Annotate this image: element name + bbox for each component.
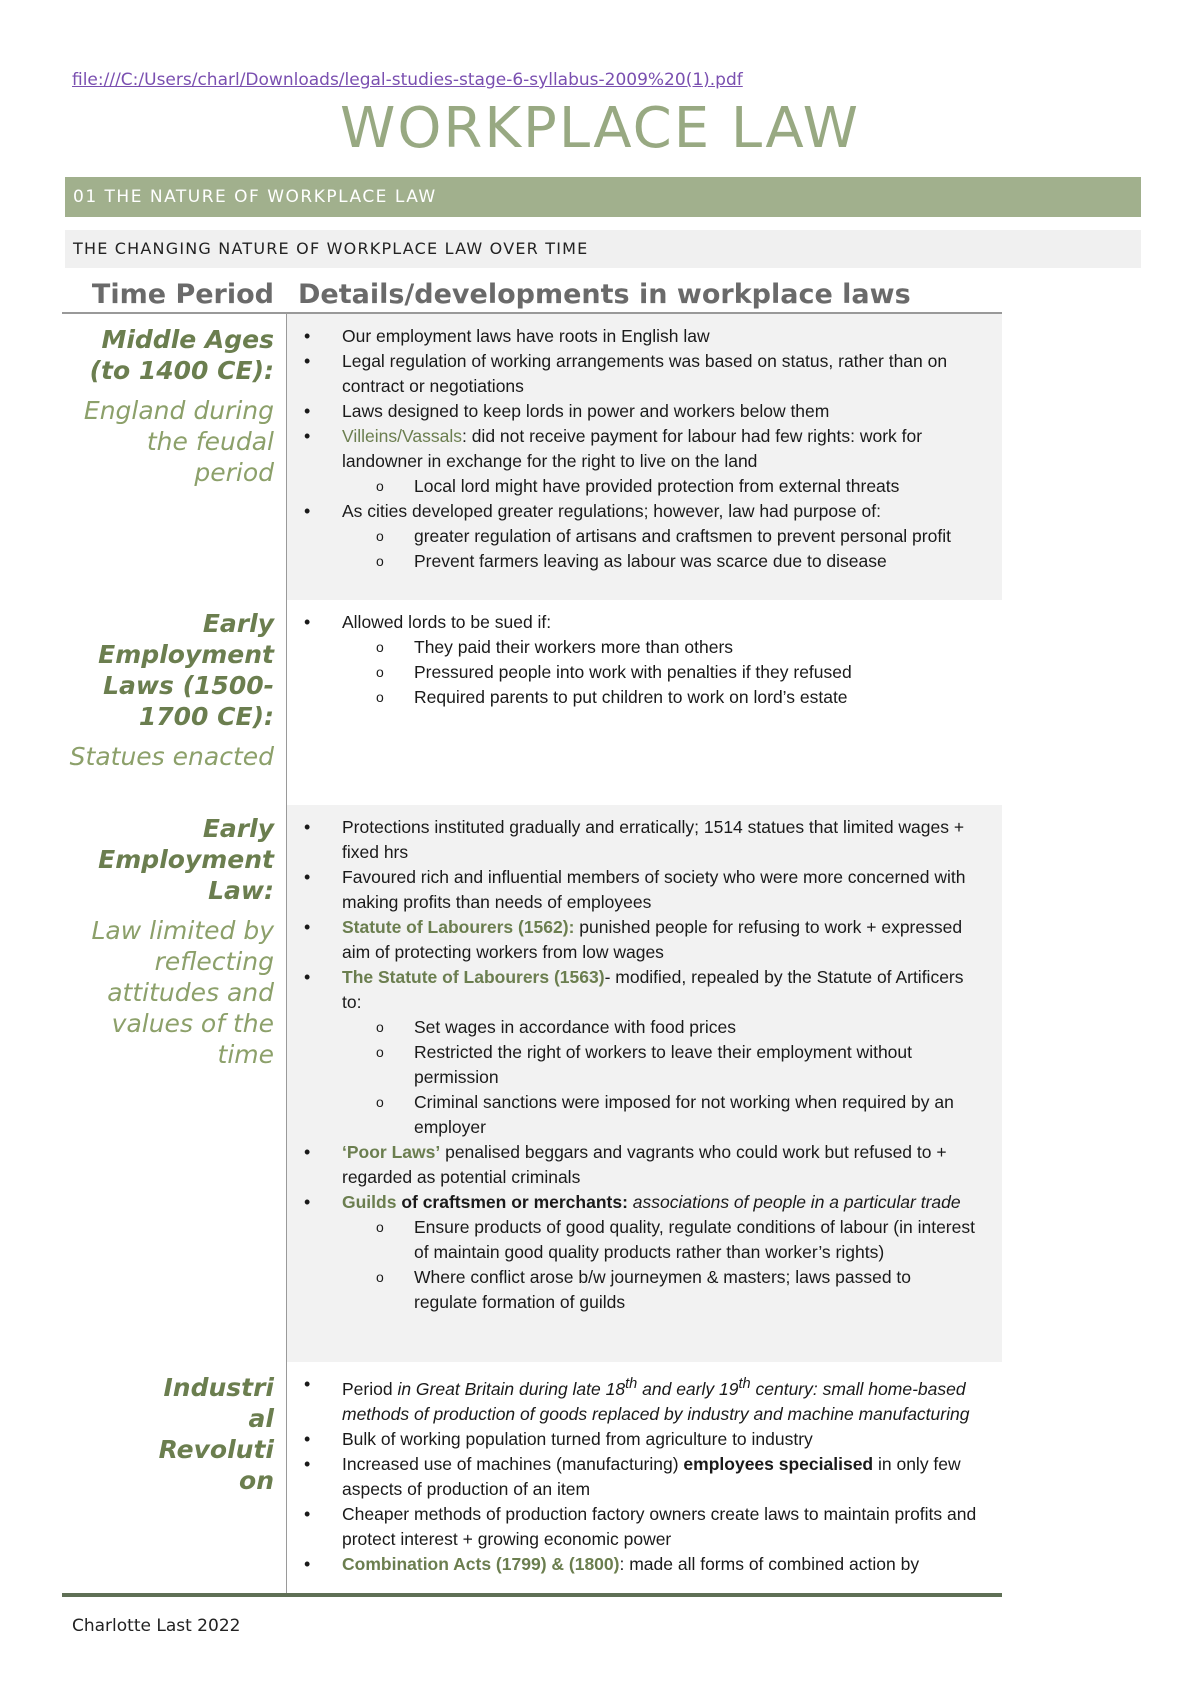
- highlight-term: Villeins/Vassals: [342, 426, 462, 446]
- syllabus-link[interactable]: file:///C:/Users/charl/Downloads/legal-studies-stage-6-syllabus-2009%20(1).pdf: [72, 70, 743, 90]
- item-text: - modified, repealed by the Statute of Artificers to:: [342, 967, 964, 1012]
- sub-list-item: [304, 524, 978, 549]
- details-cell: [304, 1372, 978, 1577]
- sub-list-item: [304, 474, 978, 499]
- item-text: : did not receive payment for labour had few rights: work for landowner in exchange for the right to live on the land: [342, 426, 923, 471]
- highlight-term: The Statute of Labourers (1563): [342, 967, 605, 987]
- list-item: [304, 349, 978, 399]
- period-title: Early Employment Law:: [98, 814, 274, 905]
- item-text: Period: [342, 1378, 398, 1399]
- period-cell: [62, 1372, 274, 1496]
- item-bold-text: of craftsmen or merchants:: [396, 1192, 628, 1212]
- sub-list-item: [304, 1040, 978, 1090]
- period-subtitle: Law limited by reflecting attitudes and values of the time: [91, 916, 274, 1069]
- sub-list-item: [304, 660, 978, 685]
- item-text: Allowed lords to be sued if:: [342, 612, 552, 632]
- highlight-term: Guilds: [342, 1192, 397, 1212]
- item-italic-text: associations of people in a particular trade: [627, 1192, 961, 1212]
- period-title: Early Employment Laws (1500-1700 CE):: [98, 609, 274, 731]
- list-item: [304, 1372, 978, 1427]
- period-title-line: Revoluti: [158, 1435, 274, 1464]
- table-header-details: Details/developments in workplace laws: [298, 279, 911, 310]
- list-item: [304, 424, 978, 474]
- superscript: th: [738, 1376, 751, 1392]
- table-header-time-period: Time Period: [91, 279, 274, 310]
- period-title-line: al: [248, 1404, 274, 1433]
- sub-list-item: [304, 685, 978, 710]
- list-item: [304, 1502, 978, 1552]
- superscript: th: [625, 1376, 638, 1392]
- item-italic-text: century: small home-based methods of production of goods replaced by industry and machine manufacturing: [342, 1378, 970, 1424]
- item-bold-text: employees specialised: [683, 1453, 874, 1474]
- item-text: Where conflict arose b/w journeymen & masters; laws passed to regulate formation of guilds: [414, 1267, 912, 1312]
- item-text: : made all forms of combined action by: [619, 1553, 920, 1574]
- item-text: Legal regulation of working arrangements was based on status, rather than on contract or negotiations: [342, 351, 948, 396]
- item-text: As cities developed greater regulations; however, law had purpose of:: [342, 501, 881, 521]
- list-item: [304, 399, 978, 424]
- item-text: Cheaper methods of production factory owners create laws to maintain profits and protect interest + growing economic power: [342, 1503, 977, 1549]
- highlight-term: Statute of Labourers (1562):: [342, 917, 575, 937]
- item-text: Local lord might have provided protection from external threats: [414, 476, 900, 496]
- sub-list-item: [304, 549, 978, 574]
- period-cell: [62, 324, 274, 488]
- table-row: [62, 600, 1002, 805]
- list-item: [304, 324, 978, 349]
- item-italic-text: in Great Britain during late 18: [397, 1378, 626, 1399]
- highlight-term: Combination Acts (1799) & (1800): [342, 1553, 620, 1574]
- item-text: Protections instituted gradually and erratically; 1514 statues that limited wages + fixed hrs: [342, 817, 965, 862]
- item-text: punished people for refusing to work + expressed aim of protecting workers from low wages: [342, 917, 963, 962]
- item-text: They paid their workers more than others: [414, 637, 734, 657]
- highlight-term: ‘Poor Laws’: [342, 1142, 441, 1162]
- item-text: Ensure products of good quality, regulate conditions of labour (in interest of maintain good quality products rather than worker’s rights): [414, 1217, 975, 1262]
- item-text: Restricted the right of workers to leave their employment without permission: [414, 1042, 912, 1087]
- item-text: Criminal sanctions were imposed for not working when required by an employer: [414, 1092, 954, 1137]
- page-title: WORKPLACE LAW: [339, 96, 861, 161]
- sub-list-item: [304, 1015, 978, 1040]
- sub-list-item: [304, 1090, 978, 1140]
- item-text: Laws designed to keep lords in power and workers below them: [342, 401, 830, 421]
- period-cell: [62, 608, 274, 772]
- table-row: [62, 805, 1002, 1362]
- sub-list-item: [304, 1265, 978, 1315]
- list-item: [304, 965, 978, 1015]
- list-item: [304, 815, 978, 865]
- list-item: [304, 865, 978, 915]
- list-item: [304, 1552, 978, 1577]
- item-text: Set wages in accordance with food prices: [414, 1017, 736, 1037]
- item-text: penalised beggars and vagrants who could work but refused to + regarded as potential criminals: [342, 1142, 947, 1187]
- table-bottom-rule: [62, 1593, 1002, 1597]
- item-text: Pressured people into work with penalties if they refused: [414, 662, 852, 682]
- list-item: [304, 499, 978, 524]
- period-cell: [62, 813, 274, 1070]
- footer-author: Charlotte Last 2022: [72, 1616, 241, 1636]
- details-cell: [304, 610, 978, 710]
- period-title: Middle Ages (to 1400 CE):: [89, 325, 274, 385]
- subsection-heading: THE CHANGING NATURE OF WORKPLACE LAW OVER TIME: [65, 230, 1141, 268]
- list-item: [304, 1452, 978, 1502]
- list-item: [304, 610, 978, 635]
- period-title-line: Industri: [163, 1373, 274, 1402]
- section-heading: 01 THE NATURE OF WORKPLACE LAW: [65, 177, 1141, 217]
- item-text: Bulk of working population turned from agriculture to industry: [342, 1428, 813, 1449]
- details-cell: [304, 324, 978, 574]
- list-item: [304, 1427, 978, 1452]
- item-text: Increased use of machines (manufacturing): [342, 1453, 684, 1474]
- sub-list-item: [304, 635, 978, 660]
- item-italic-text: and early 19: [637, 1378, 739, 1399]
- item-text: Required parents to put children to work on lord’s estate: [414, 687, 848, 707]
- list-item: [304, 1140, 978, 1190]
- period-title-line: on: [239, 1466, 274, 1495]
- list-item: [304, 1190, 978, 1215]
- sub-list-item: [304, 1215, 978, 1265]
- item-text: greater regulation of artisans and craftsmen to prevent personal profit: [414, 526, 951, 546]
- period-subtitle: England during the feudal period: [83, 396, 274, 487]
- list-item: [304, 915, 978, 965]
- item-text: Our employment laws have roots in English law: [342, 326, 710, 346]
- period-subtitle: Statues enacted: [69, 742, 274, 771]
- table-row: [62, 314, 1002, 600]
- item-text: Prevent farmers leaving as labour was scarce due to disease: [414, 551, 887, 571]
- item-text: Favoured rich and influential members of society who were more concerned with making profits than needs of employees: [342, 867, 966, 912]
- table-row: [62, 1362, 1002, 1593]
- details-cell: [304, 815, 978, 1315]
- item-text: in only few aspects of production of an item: [342, 1453, 961, 1499]
